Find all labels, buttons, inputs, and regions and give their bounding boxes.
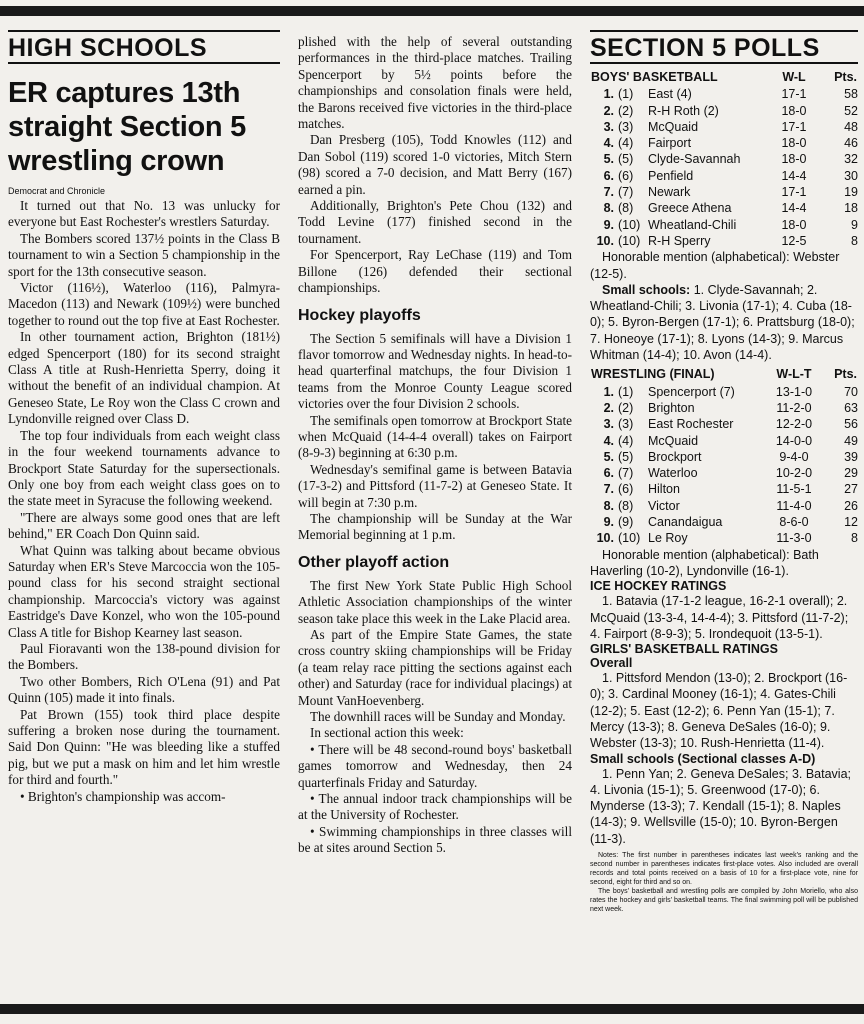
points: 58: [844, 87, 858, 102]
paragraph: • Swimming championships in three classes will be at sites around Section 5.: [298, 823, 572, 856]
paragraph: The Section 5 semifinals will have a Division 1 flavor tomorrow and Wednesday nights. In head-to-head quarterfinal matchups, the four Division 1 teams from the Monroe County League scored victories over the four Division 2 schools.: [298, 330, 572, 412]
previous-rank: (2): [618, 400, 634, 415]
poll-row: [590, 530, 858, 546]
team-name: McQuaid: [648, 119, 699, 134]
section-title-high-schools: HIGH SCHOOLS: [8, 30, 280, 64]
column-right: [590, 30, 858, 914]
paragraph: Paul Fioravanti won the 138-pound division for the Bombers.: [8, 640, 280, 673]
paragraph: The semifinals open tomorrow at Brockport State when McQuaid (14-4-4 overall) takes on Fairport (8-9-3) beginning at 6:30 p.m.: [298, 412, 572, 461]
previous-rank: (3): [618, 417, 634, 432]
rank: 5.: [603, 152, 614, 167]
points: 46: [844, 136, 858, 151]
paragraph: The first New York State Public High School Athletic Association championships of the winter season take place this week in the Lake Placid area.: [298, 577, 572, 626]
previous-rank: (3): [618, 119, 634, 134]
points: 32: [844, 152, 858, 167]
points: 18: [844, 201, 858, 216]
poll-row: [590, 135, 858, 151]
rank: 2.: [603, 400, 614, 415]
byline: Democrat and Chronicle: [8, 186, 106, 196]
previous-rank: (4): [618, 136, 634, 151]
column-header-record: W-L-T: [776, 367, 812, 382]
rank: 9.: [603, 217, 614, 232]
previous-rank: (6): [618, 168, 634, 183]
poll-row: [590, 384, 858, 400]
column-header-points: Pts.: [834, 367, 857, 382]
rank: 10.: [596, 531, 614, 546]
previous-rank: (8): [618, 498, 634, 513]
girls-small-schools-label: Small schools (Sectional classes A-D): [590, 751, 816, 766]
previous-rank: (7): [618, 466, 634, 481]
team-name: McQuaid: [648, 433, 699, 448]
poll-row: [590, 86, 858, 102]
notes-paragraph: Notes: The first number in parentheses indicates last week's ranking and the second number in parentheses indicates first-place votes. Also included are overall records and total points received on a basis of 10 for a first-place vote, nine for second, eight for third and so on.: [590, 852, 858, 887]
points: 30: [844, 168, 858, 183]
subheading-other-playoff-action: Other playoff action: [298, 553, 450, 571]
previous-rank: (10): [618, 233, 641, 248]
rank: 1.: [603, 384, 614, 399]
record: 11-2-0: [776, 400, 812, 415]
small-schools-text: 1. Clyde-Savannah; 2. Wheatland-Chili; 3. Livonia (17-1); 4. Cuba (18-0); 5. Byron-Bergen (17-1); 6. Prattsburg (18-0); 7. Honeoye (17-1); 8. Lyons (14-3); 9. Marcus Whitman (14-4); 10. Avon (14-4).: [590, 282, 855, 363]
rank: 2.: [603, 103, 614, 118]
rank: 7.: [603, 482, 614, 497]
points: 8: [851, 531, 858, 546]
poll-row: [590, 119, 858, 135]
previous-rank: (5): [618, 449, 634, 464]
team-name: Hilton: [648, 482, 680, 497]
points: 19: [844, 185, 858, 200]
paragraph: plished with the help of several outstanding performances in the third-place matches. Trailing Spencerport by 5½ points before the championships and consolation finals were held, the Barons received five victories in the third-place matches.: [298, 34, 572, 132]
paragraph: The Bombers scored 137½ points in the Class B tournament to win a Section 5 championship in the sport for the 13th consecutive season.: [8, 230, 280, 279]
girls-basketball-title: GIRLS' BASKETBALL RATINGS: [590, 642, 778, 657]
poll-row: [590, 433, 858, 449]
paragraph: Two other Bombers, Rich O'Lena (91) and Pat Quinn (105) made it into finals.: [8, 673, 280, 706]
team-name: Penfield: [648, 168, 694, 183]
points: 63: [844, 400, 858, 415]
rank: 4.: [603, 136, 614, 151]
paragraph: • There will be 48 second-round boys' basketball games tomorrow and Wednesday, then 24 quarterfinals Friday and Saturday.: [298, 741, 572, 790]
boys-basketball-table: [590, 68, 858, 249]
record: 18-0: [781, 136, 807, 151]
previous-rank: (7): [618, 185, 634, 200]
paragraph: The top four individuals from each weight class in the four weekend tournaments advance to Brockport State Saturday for the supersectionals. Only one boy from each weight class goes on to the state meet in Syracuse the following weekend.: [8, 427, 280, 509]
rank: 10.: [596, 233, 614, 248]
team-name: Victor: [648, 498, 680, 513]
team-name: R-H Roth (2): [648, 103, 719, 118]
record: 17-1: [781, 119, 807, 134]
team-name: R-H Sperry: [648, 233, 711, 248]
section-title-polls: SECTION 5 POLLS: [590, 30, 858, 64]
rank: 8.: [603, 201, 614, 216]
paragraph: In sectional action this week:: [310, 725, 464, 741]
paragraph: Pat Brown (155) took third place despite suffering a broken nose during the tournament. Said Don Quinn: "He was bleeding like a stuffed pig, but we put a mask on him and let him wrestle for third and fourth.": [8, 706, 280, 788]
team-name: Wheatland-Chili: [648, 217, 737, 232]
paragraph: The downhill races will be Sunday and Monday.: [310, 709, 566, 725]
rank: 3.: [603, 417, 614, 432]
rank: 9.: [603, 515, 614, 530]
boys-basketball-honorable-mention: Honorable mention (alphabetical): Webster (12-5).: [590, 250, 840, 281]
girls-overall-ratings: 1. Pittsford Mendon (13-0); 2. Brockport (16-0); 3. Cardinal Mooney (16-1); 4. Gates-Chili (12-2); 5. East (12-2); 6. Penn Yan (15-1); 7. Mercy (13-3); 8. Geneva DeSales (16-0); 9. Webster (13-3); 10. Rush-Henrietta (11-4).: [590, 671, 848, 751]
paragraph: "There are always some good ones that are left behind," ER Coach Don Quinn said.: [8, 509, 280, 542]
paragraph: • Brighton's championship was accom-: [20, 788, 226, 804]
team-name: Le Roy: [648, 531, 688, 546]
points: 70: [844, 384, 858, 399]
record: 12-5: [781, 233, 807, 248]
points: 48: [844, 119, 858, 134]
previous-rank: (5): [618, 152, 634, 167]
ice-hockey-ratings: 1. Batavia (17-1-2 league, 16-2-1 overall); 2. McQuaid (13-3-4, 14-4-4); 3. Pittsford (11-7-2); 4. Fairport (8-9-3); 5. Irondequoit (13-5-1).: [590, 594, 849, 641]
previous-rank: (10): [618, 217, 641, 232]
points: 39: [844, 449, 858, 464]
poll-row: [590, 233, 858, 249]
previous-rank: (2): [618, 103, 634, 118]
points: 49: [844, 433, 858, 448]
record: 14-4: [781, 168, 807, 183]
previous-rank: (9): [618, 515, 634, 530]
points: 8: [851, 233, 858, 248]
column-middle: [298, 34, 572, 857]
rank: 3.: [603, 119, 614, 134]
poll-notes: [590, 851, 858, 914]
poll-row: [590, 498, 858, 514]
paragraph: Dan Presberg (105), Todd Knowles (112) and Dan Sobol (119) scored 1-0 victories, Mitch Stern (98) scored a 7-0 decision, and Matt Berry (167) earned a pin.: [298, 132, 572, 197]
record: 18-0: [781, 217, 807, 232]
poll-row: [590, 449, 858, 465]
team-name: Brockport: [648, 449, 702, 464]
wrestling-honorable-mention: Honorable mention (alphabetical): Bath Haverling (10-2), Lyndonville (16-1).: [590, 547, 819, 578]
record: 9-4-0: [779, 449, 809, 464]
poll-row: [590, 481, 858, 497]
team-name: Brighton: [648, 400, 695, 415]
previous-rank: (8): [618, 201, 634, 216]
column-header-points: Pts.: [834, 70, 857, 84]
team-name: Clyde-Savannah: [648, 152, 741, 167]
article-body: [8, 198, 280, 805]
points: 56: [844, 417, 858, 432]
record: 18-0: [781, 152, 807, 167]
rank: 6.: [603, 168, 614, 183]
record: 10-2-0: [775, 466, 813, 481]
rank: 5.: [603, 449, 614, 464]
record: 17-1: [781, 87, 807, 102]
previous-rank: (10): [618, 531, 641, 546]
team-name: East (4): [648, 87, 692, 102]
poll-row: [590, 151, 858, 167]
girls-overall-label: Overall: [590, 656, 633, 671]
points: 26: [844, 498, 858, 513]
headline: ER captures 13th straight Section 5 wrestling crown: [8, 77, 246, 177]
points: 9: [851, 217, 858, 232]
poll-row: [590, 217, 858, 233]
boys-basketball-title: BOYS' BASKETBALL: [591, 70, 718, 84]
top-rule: [0, 6, 864, 16]
rank: 4.: [603, 433, 614, 448]
record: 14-0-0: [775, 433, 813, 448]
paragraph: Wednesday's semifinal game is between Batavia (17-3-2) and Pittsford (11-7-2) at Geneseo State. It will begin at 7:30 p.m.: [298, 461, 572, 510]
column-header-record: W-L: [782, 70, 806, 84]
record: 14-4: [781, 201, 807, 216]
paragraph: What Quinn was talking about became obvious Saturday when ER's Steve Marcoccia won the 105-pound class for his second straight sectional championship. Marcoccia's victory was against Eastridge's Dave Konzel, who won the 105-pound Class A title for Bishop Kearney last season.: [8, 542, 280, 640]
points: 52: [844, 103, 858, 118]
record: 12-2-0: [775, 417, 813, 432]
poll-row: [590, 416, 858, 432]
previous-rank: (1): [618, 87, 634, 102]
poll-row: [590, 465, 858, 481]
paragraph: Additionally, Brighton's Pete Chou (132) and Todd Levine (177) finished second in the tournament.: [298, 198, 572, 246]
points: 29: [844, 466, 858, 481]
paragraph: The championship will be Sunday at the War Memorial beginning at 1 p.m.: [298, 510, 572, 543]
record: 18-0: [781, 103, 807, 118]
wrestling-table: [590, 365, 858, 546]
bottom-rule: [0, 1004, 864, 1014]
record: 11-3-0: [776, 531, 812, 546]
rank: 1.: [603, 87, 614, 102]
small-schools-label: Small schools:: [602, 282, 691, 297]
previous-rank: (6): [618, 482, 634, 497]
rank: 6.: [603, 466, 614, 481]
paragraph: For Spencerport, Ray LeChase (119) and Tom Billone (126) defended their sectional championships.: [298, 247, 572, 296]
subheading-hockey-playoffs: Hockey playoffs: [298, 306, 421, 324]
points: 12: [844, 515, 858, 530]
paragraph: In other tournament action, Brighton (181½) edged Spencerport (180) for its second straight Class A title at Rush-Henrietta Sperry, doing it without the benefit of an individual champion. At Geneseo State, Le Roy won the Class C crown and Lyndonville reigned over Class D.: [8, 329, 280, 427]
team-name: Greece Athena: [648, 201, 732, 216]
column-left: [8, 30, 280, 805]
poll-row: [590, 514, 858, 530]
record: 8-6-0: [779, 515, 809, 530]
previous-rank: (4): [618, 433, 634, 448]
record: 11-4-0: [776, 498, 812, 513]
team-name: Canandaigua: [648, 515, 723, 530]
team-name: Spencerport (7): [648, 384, 735, 399]
paragraph: As part of the Empire State Games, the state cross country skiing championships will be Friday (a team relay race pitting the sections against each other) and Saturday (race for individual placings) at Mount VanHoevenberg.: [298, 627, 572, 708]
paragraph: Victor (116½), Waterloo (116), Palmyra-Macedon (113) and Newark (109½) were bunched together to round out the top five at East Rochester.: [8, 280, 280, 328]
points: 27: [844, 482, 858, 497]
ice-hockey-title: ICE HOCKEY RATINGS: [590, 579, 727, 594]
team-name: Newark: [648, 185, 691, 200]
poll-row: [590, 184, 858, 200]
team-name: East Rochester: [648, 417, 734, 432]
rank: 8.: [603, 498, 614, 513]
boys-basketball-small-schools: [590, 282, 858, 363]
paragraph: It turned out that No. 13 was unlucky for everyone but East Rochester's wrestlers Saturday.: [8, 198, 280, 230]
record: 11-5-1: [776, 482, 812, 497]
team-name: Fairport: [648, 136, 692, 151]
girls-small-schools-ratings: 1. Penn Yan; 2. Geneva DeSales; 3. Batavia; 4. Livonia (15-1); 5. Greenwood (17-0); 6. Mynderse (13-3); 7. Kendall (15-1); 8. Naples (14-3); 9. Wellsville (15-0); 10. Byron-Bergen (11-3).: [590, 766, 852, 846]
record: 17-1: [781, 185, 807, 200]
previous-rank: (1): [618, 384, 634, 399]
wrestling-title: WRESTLING (FINAL): [591, 367, 715, 382]
poll-row: [590, 200, 858, 216]
poll-row: [590, 103, 858, 119]
poll-row: [590, 168, 858, 184]
poll-row: [590, 400, 858, 416]
rank: 7.: [603, 185, 614, 200]
notes-paragraph: The boys' basketball and wrestling polls are compiled by John Moriello, who also rates the hockey and girls' basketball teams. The final swimming poll will be published next week.: [590, 888, 858, 914]
record: 13-1-0: [775, 384, 813, 399]
paragraph: • The annual indoor track championships will be at the University of Rochester.: [298, 791, 572, 823]
team-name: Waterloo: [648, 466, 698, 481]
